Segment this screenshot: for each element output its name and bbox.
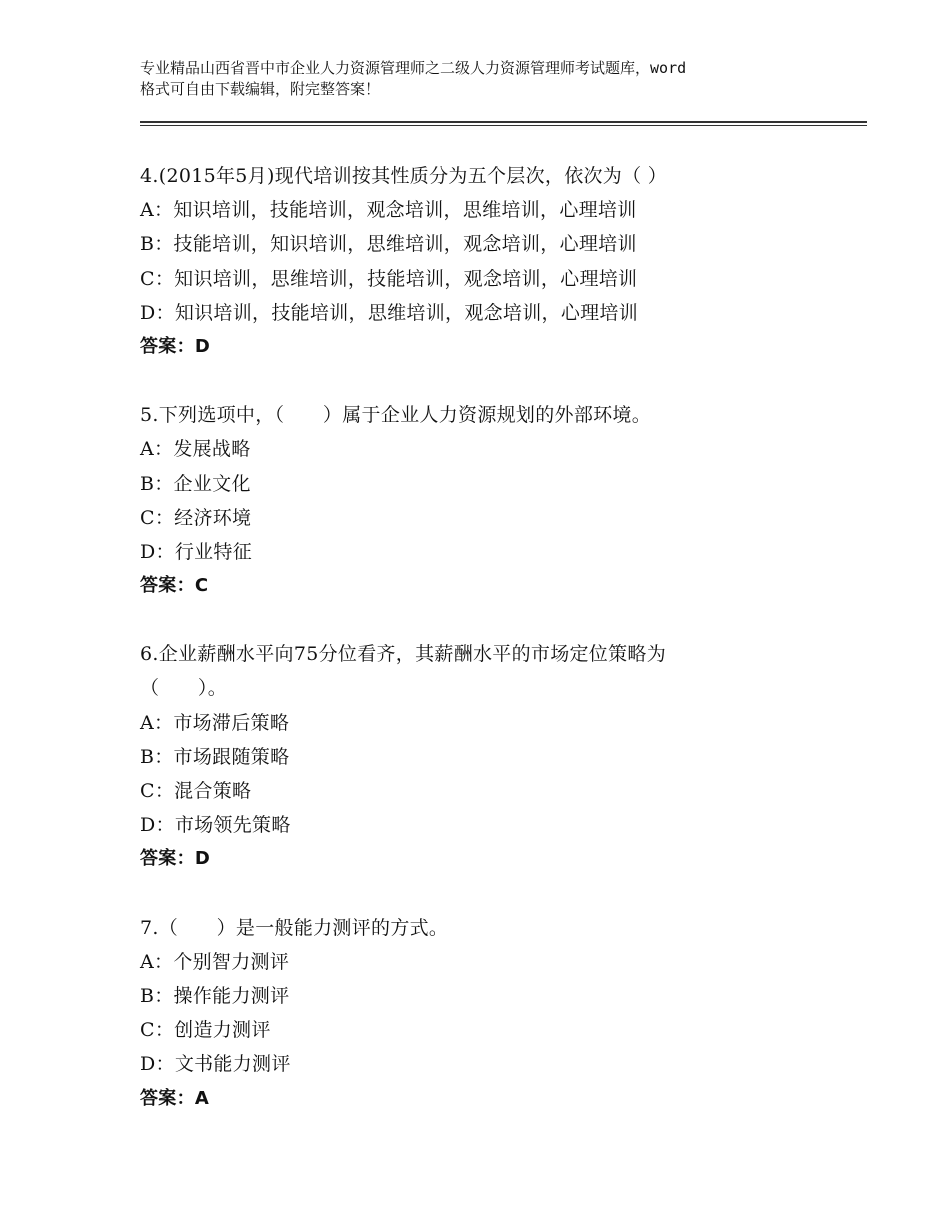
answer: 答案：C: [140, 575, 209, 597]
option-b: B：操作能力测评: [140, 984, 290, 1007]
option-d: D：市场领先策略: [140, 814, 291, 837]
question-4: [140, 159, 867, 364]
question-list: [140, 159, 867, 1150]
option-a: A：发展战略: [140, 438, 251, 461]
option-d: D：行业特征: [140, 540, 253, 563]
question-stem: 7.（ ）是一般能力测评的方式。: [140, 916, 449, 939]
option-c: C：创造力测评: [140, 1019, 271, 1042]
header-line-2: 格式可自由下载编辑，附完整答案！: [140, 80, 381, 98]
question-7: [140, 911, 867, 1116]
answer: 答案：A: [140, 1087, 210, 1109]
question-stem: 5.下列选项中，（ ）属于企业人力资源规划的外部环境。: [140, 404, 652, 427]
answer: 答案：D: [140, 848, 211, 870]
option-a: A：知识培训，技能培训，观念培训，思维培训，心理培训: [140, 199, 637, 222]
question-6: [140, 637, 867, 876]
header-line-1: 专业精品山西省晋中市企业人力资源管理师之二级人力资源管理师考试题库，word: [140, 59, 687, 77]
document-header: [140, 58, 840, 100]
option-c: C：混合策略: [140, 780, 252, 802]
option-d: D：知识培训，技能培训，思维培训，观念培训，心理培训: [140, 301, 639, 324]
question-5: [140, 398, 867, 603]
option-a: A：市场滞后策略: [140, 711, 290, 734]
question-stem-line-2: （ ）。: [140, 677, 228, 700]
question-stem-line-1: 6.企业薪酬水平向75分位看齐，其薪酬水平的市场定位策略为: [140, 643, 667, 666]
option-c: C：知识培训，思维培训，技能培训，观念培训，心理培训: [140, 267, 638, 290]
answer: 答案：D: [140, 335, 211, 357]
option-b: B：企业文化: [140, 472, 251, 495]
option-b: B：市场跟随策略: [140, 745, 290, 768]
header-divider-thin: [140, 125, 867, 126]
option-c: C：经济环境: [140, 506, 252, 529]
option-b: B：技能培训，知识培训，思维培训，观念培训，心理培训: [140, 233, 637, 256]
header-divider-thick: [140, 121, 867, 123]
question-stem: 4.(2015年5月)现代培训按其性质分为五个层次，依次为（ ）: [140, 165, 668, 187]
option-a: A：个别智力测评: [140, 950, 290, 973]
option-d: D：文书能力测评: [140, 1053, 291, 1076]
